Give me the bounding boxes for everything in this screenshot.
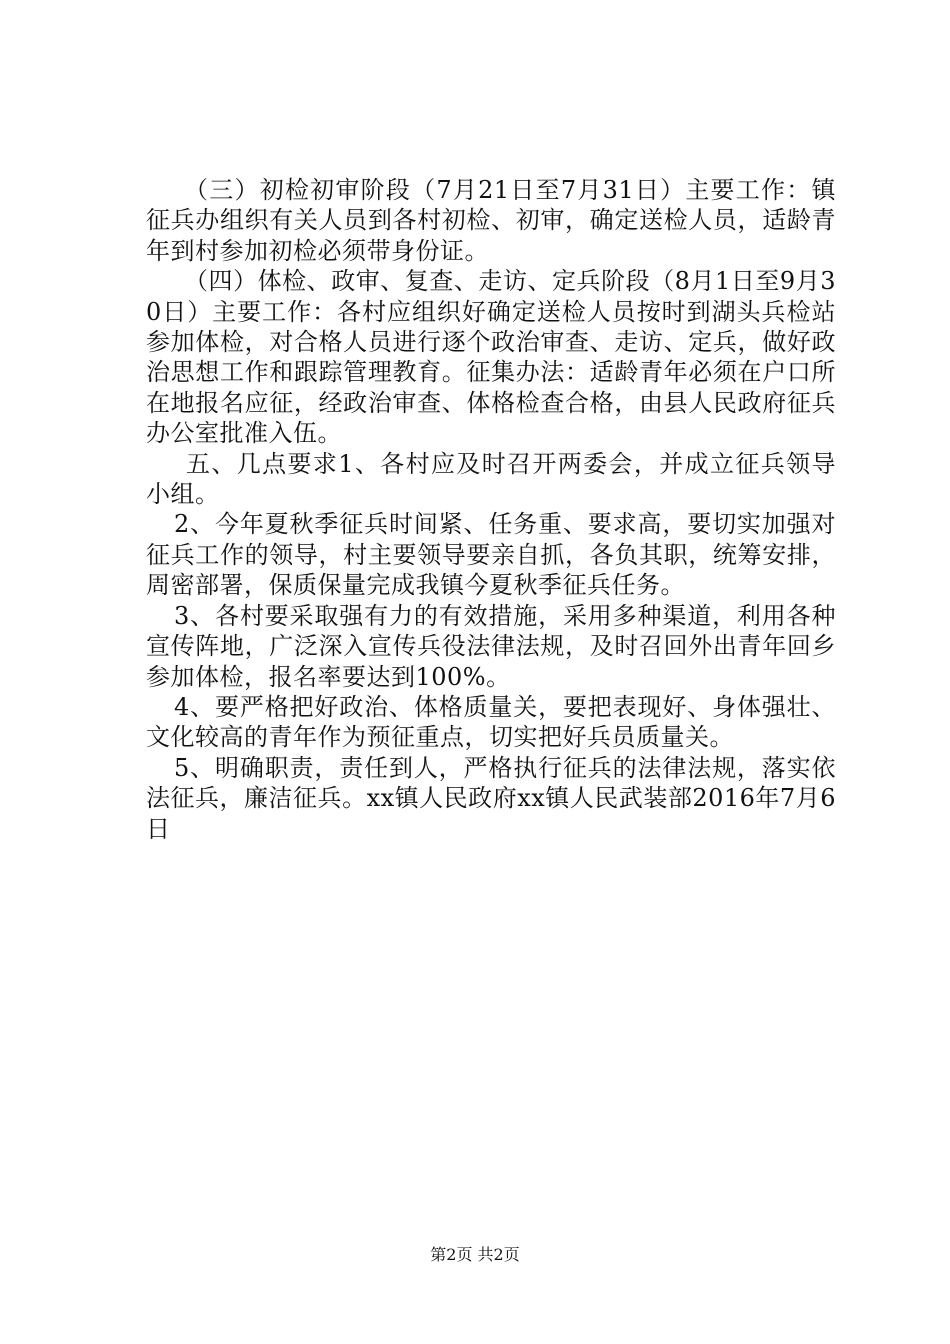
paragraph-stage-three: （三）初检初审阶段（7月21日至7月31日）主要工作：镇征兵办组织有关人员到各村初检、初审，确定送检人员，适龄青年到村参加初检必须带身份证。	[146, 176, 836, 265]
page-number-footer: 第2页 共2页	[430, 1245, 520, 1264]
paragraph-requirement-4: 4、要严格把好政治、体格质量关，要把表现好、身体强壮、文化较高的青年作为预征重点，切实把好兵员质量关。	[146, 692, 836, 752]
paragraph-requirement-3: 3、各村要采取强有力的有效措施，采用多种渠道，利用各种宣传阵地，广泛深入宣传兵役法律法规，及时召回外出青年回乡参加体检，报名率要达到100%。	[146, 601, 836, 691]
paragraph-requirement-5-signature: 5、明确职责，责任到人，严格执行征兵的法律法规，落实依法征兵，廉洁征兵。xx镇人民政府xx镇人民武装部2016年7月6日	[146, 753, 836, 843]
paragraph-stage-four: （四）体检、政审、复查、走访、定兵阶段（8月1日至9月30日）主要工作：各村应组织好确定送检人员按时到湖头兵检站参加体检，对合格人员进行逐个政治审查、走访、定兵，做好政治思想工作和跟踪管理教育。征集办法：适龄青年必须在户口所在地报名应征，经政治审查、体格检查合格，由县人民政府征兵办公室批准入伍。	[146, 267, 836, 448]
document-body	[146, 175, 836, 844]
paragraph-requirements-heading: 五、几点要求1、各村应及时召开两委会，并成立征兵领导小组。	[146, 449, 836, 509]
paragraph-requirement-2: 2、今年夏秋季征兵时间紧、任务重、要求高，要切实加强对征兵工作的领导，村主要领导要亲自抓，各负其职，统筹安排，周密部署，保质保量完成我镇今夏秋季征兵任务。	[146, 510, 836, 600]
